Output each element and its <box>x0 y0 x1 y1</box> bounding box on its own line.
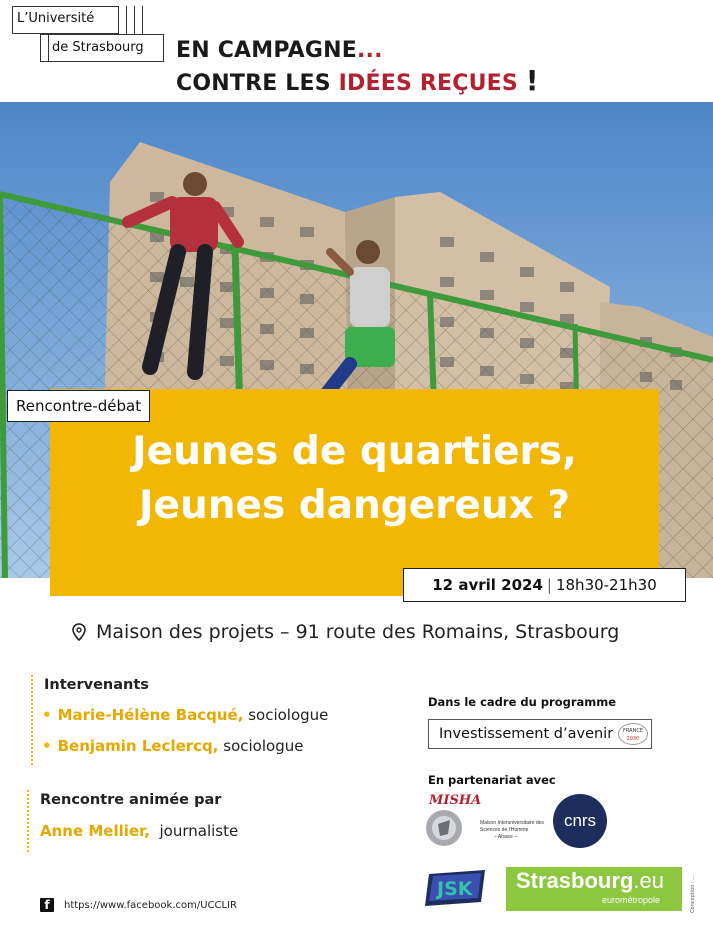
france-2030-logo: FRANCE 2030 <box>618 723 648 745</box>
event-title <box>50 425 659 533</box>
location-pin-icon <box>72 621 86 649</box>
event-date: 12 avril 2024 <box>432 576 543 594</box>
moderator-heading: Rencontre animée par <box>40 792 222 808</box>
campaign-line-2: CONTRE LES <box>176 71 331 96</box>
speaker-name: Benjamin Leclercq, <box>57 737 219 755</box>
event-title-line-2: Jeunes dangereux ? <box>139 483 570 528</box>
logo-line-2: de Strasbourg <box>52 40 144 55</box>
event-title-line-1: Jeunes de quartiers, <box>132 429 577 474</box>
moderator <box>40 822 238 840</box>
program-name: Investissement d’avenir <box>439 726 614 742</box>
svg-text:Sciences de l’Homme: Sciences de l’Homme <box>480 827 529 833</box>
facebook-link[interactable] <box>40 898 237 914</box>
jsk-logo <box>423 868 489 908</box>
svg-text:– Alsace –: – Alsace – <box>494 834 518 840</box>
cnrs-logo: cnrs <box>553 794 607 848</box>
misha-logo <box>424 790 544 850</box>
speaker-item: • Marie-Hélène Bacqué, sociologue <box>42 706 329 724</box>
svg-text:MISHA: MISHA <box>429 793 482 808</box>
partners-heading: En partenariat avec <box>428 773 556 787</box>
campaign-highlight: IDÉES REÇUES <box>338 71 518 96</box>
location-text: Maison des projets – 91 route des Romains, Strasbourg <box>96 621 620 643</box>
strasbourg-eu-logo: Strasbourg.eu eurométropole <box>506 867 682 911</box>
design-credit: Conception : ... <box>690 875 696 913</box>
program-box <box>428 719 652 749</box>
svg-text:JSK: JSK <box>437 878 473 900</box>
speakers-heading: Intervenants <box>44 677 149 693</box>
speaker-role: sociologue <box>223 737 304 755</box>
date-time-box: 12 avril 2024 | 18h30-21h30 <box>403 568 686 602</box>
facebook-icon: f <box>40 898 54 912</box>
campaign-headline <box>176 36 539 99</box>
event-time: 18h30-21h30 <box>555 576 657 594</box>
speaker-name: Marie-Hélène Bacqué, <box>57 706 244 724</box>
speaker-item: • Benjamin Leclercq, sociologue <box>42 737 304 755</box>
moderator-role: journaliste <box>159 822 239 840</box>
speaker-role: sociologue <box>248 706 329 724</box>
location <box>72 618 619 649</box>
facebook-url[interactable]: https://www.facebook.com/UCCLIR <box>64 900 237 911</box>
campaign-line-1: EN CAMPAGNE <box>176 38 357 63</box>
svg-text:Maison Interuniversitaire des: Maison Interuniversitaire des <box>480 820 544 826</box>
university-logo <box>12 6 162 62</box>
campaign-exclamation: ! <box>525 64 539 97</box>
campaign-dots: ... <box>357 38 383 63</box>
program-heading: Dans le cadre du programme <box>428 695 617 709</box>
moderator-name: Anne Mellier, <box>40 822 150 840</box>
event-type-tag: Rencontre-débat <box>7 390 150 422</box>
logo-line-1: L’Université <box>17 11 95 26</box>
